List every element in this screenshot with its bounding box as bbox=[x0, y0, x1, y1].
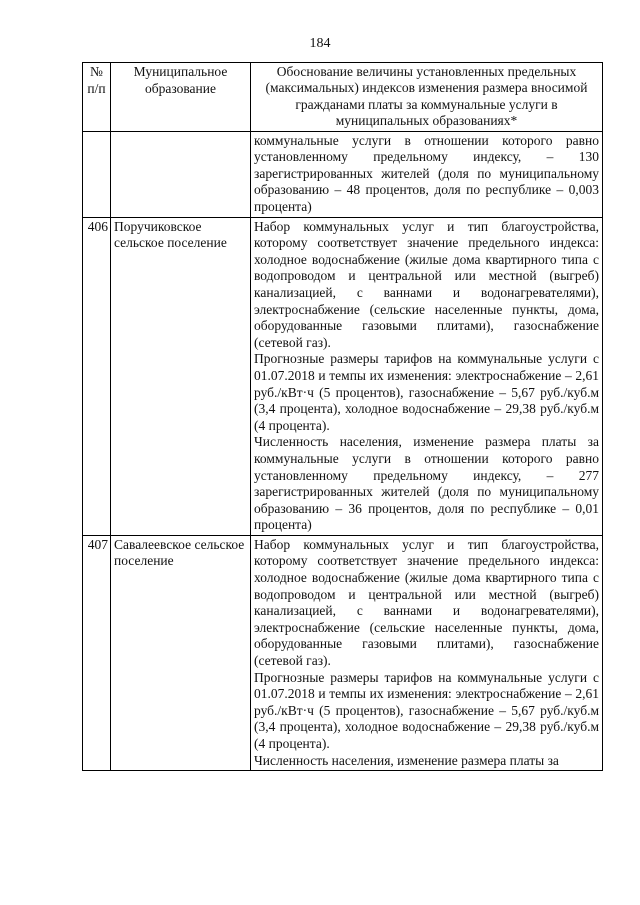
table-row bbox=[83, 535, 603, 770]
table-row bbox=[83, 131, 603, 217]
table-row bbox=[83, 217, 603, 535]
header-justification: Обоснование величины установленных предельных (максимальных) индексов изменения размера вносимой гражданами платы за коммунальные услуги в муниципальных образованиях* bbox=[251, 63, 603, 132]
justification-paragraph: Набор коммунальных услуг и тип благоустройства, которому соответствует значение предельного индекса: холодное водоснабжение (жилые дома квартирного типа с водопроводом и центральной или местной (выгреб) канализацией, с ваннами и водонагревателями), электроснабжение (сельские населенные пункты, дома, оборудованные газовыми плитами), газоснабжение (сетевой газ). bbox=[254, 218, 599, 350]
tariff-justification-table bbox=[82, 62, 603, 771]
justification-paragraph: Численность населения, изменение размера платы за bbox=[254, 752, 559, 768]
justification-paragraph: Прогнозные размеры тарифов на коммунальные услуги с 01.07.2018 и темпы их изменения: электроснабжение – 2,61 руб./кВт·ч (5 процентов), газоснабжение – 5,67 руб./куб.м (3,4 процента), холодное водоснабжение – 29,38 руб./куб.м (4 процента). bbox=[254, 669, 599, 751]
row-number: 406 bbox=[83, 217, 111, 535]
row-municipality: Поручиковское сельское поселение bbox=[111, 217, 251, 535]
table-header-row bbox=[83, 63, 603, 132]
row-number bbox=[83, 131, 111, 217]
header-number: № п/п bbox=[83, 63, 111, 132]
justification-paragraph: Набор коммунальных услуг и тип благоустройства, которому соответствует значение предельного индекса: холодное водоснабжение (жилые дома квартирного типа с водопроводом и центральной или местной (выгреб) канализацией, с ваннами и водонагревателями), электроснабжение (сельские населенные пункты, дома, оборудованные газовыми плитами), газоснабжение (сетевой газ). bbox=[254, 536, 599, 669]
row-number: 407 bbox=[83, 535, 111, 770]
row-justification bbox=[251, 217, 603, 535]
justification-paragraph: Прогнозные размеры тарифов на коммунальные услуги с 01.07.2018 и темпы их изменения: электроснабжение – 2,61 руб./кВт·ч (5 процентов), газоснабжение – 5,67 руб./куб.м (3,4 процента), холодное водоснабжение – 29,38 руб./куб.м (4 процента). bbox=[254, 351, 599, 433]
row-justification bbox=[251, 535, 603, 770]
justification-paragraph: коммунальные услуги в отношении которого равно установленному предельному индексу, – 130 зарегистрированных жителей (доля по муниципальному образованию – 48 процентов, доля по республике – 0,003 процента) bbox=[254, 132, 599, 214]
row-municipality bbox=[111, 131, 251, 217]
header-municipality: Муниципальное образование bbox=[111, 63, 251, 132]
row-justification bbox=[251, 131, 603, 217]
row-municipality: Савалеевское сельское поселение bbox=[111, 535, 251, 770]
justification-paragraph: Численность населения, изменение размера платы за коммунальные услуги в отношении которого равно установленному предельному индексу, – 277 зарегистрированных жителей (доля по муниципальному образованию – 36 процентов, доля по республике – 0,01 процента) bbox=[254, 434, 599, 533]
page-number: 184 bbox=[309, 36, 331, 51]
